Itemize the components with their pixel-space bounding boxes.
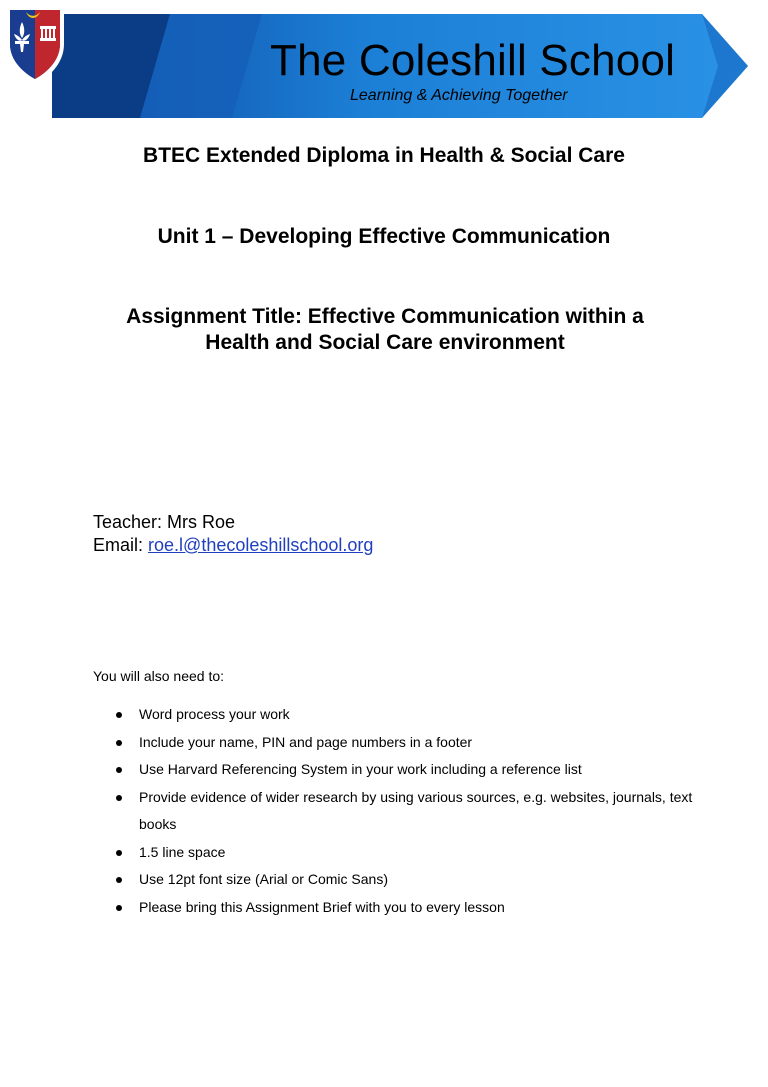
bullet-icon — [116, 795, 122, 801]
teacher-name: Teacher: Mrs Roe — [93, 512, 236, 532]
list-item — [93, 701, 713, 729]
list-item — [93, 756, 713, 784]
bullet-icon — [116, 877, 122, 883]
list-item-text: Use Harvard Referencing System in your work including a reference list — [139, 761, 582, 777]
school-name: The Coleshill School — [270, 36, 676, 85]
bullet-icon — [116, 712, 122, 718]
list-item — [93, 839, 713, 867]
list-item — [93, 866, 713, 894]
email-line — [93, 534, 373, 557]
requirements-intro: You will also need to: — [93, 668, 225, 684]
assignment-title-line-2: Health and Social Care environment — [205, 331, 565, 354]
school-crest-icon — [0, 0, 70, 86]
header-banner — [0, 0, 768, 120]
list-item-text: Include your name, PIN and page numbers in a footer — [139, 733, 473, 750]
list-item-text: 1.5 line space — [139, 843, 226, 860]
email-label: Email: — [93, 535, 144, 555]
email-link[interactable]: roe.l@thecoleshillschool.org — [148, 535, 374, 555]
school-motto: Learning & Achieving Together — [350, 87, 568, 104]
list-item-text: Word process your work — [139, 706, 290, 722]
bullet-icon — [116, 767, 122, 773]
assignment-title — [90, 304, 680, 356]
bullet-icon — [116, 905, 122, 911]
assignment-title-line-1: Assignment Title: Effective Communication within a — [126, 305, 644, 328]
list-item — [93, 729, 713, 757]
qualification-title: BTEC Extended Diploma in Health & Social Care — [143, 144, 625, 167]
unit-title: Unit 1 – Developing Effective Communication — [157, 225, 611, 248]
list-item-text: Please bring this Assignment Brief with you to every lesson — [139, 898, 505, 915]
list-item — [93, 894, 713, 922]
bullet-icon — [116, 850, 122, 856]
list-item-text: Use 12pt font size (Arial or Comic Sans) — [139, 871, 388, 887]
contact-block — [93, 511, 373, 557]
requirements-list — [93, 701, 713, 921]
list-item-text: Provide evidence of wider research by using various sources, e.g. websites, journals, text books — [139, 788, 693, 832]
bullet-icon — [116, 740, 122, 746]
list-item — [93, 784, 713, 839]
